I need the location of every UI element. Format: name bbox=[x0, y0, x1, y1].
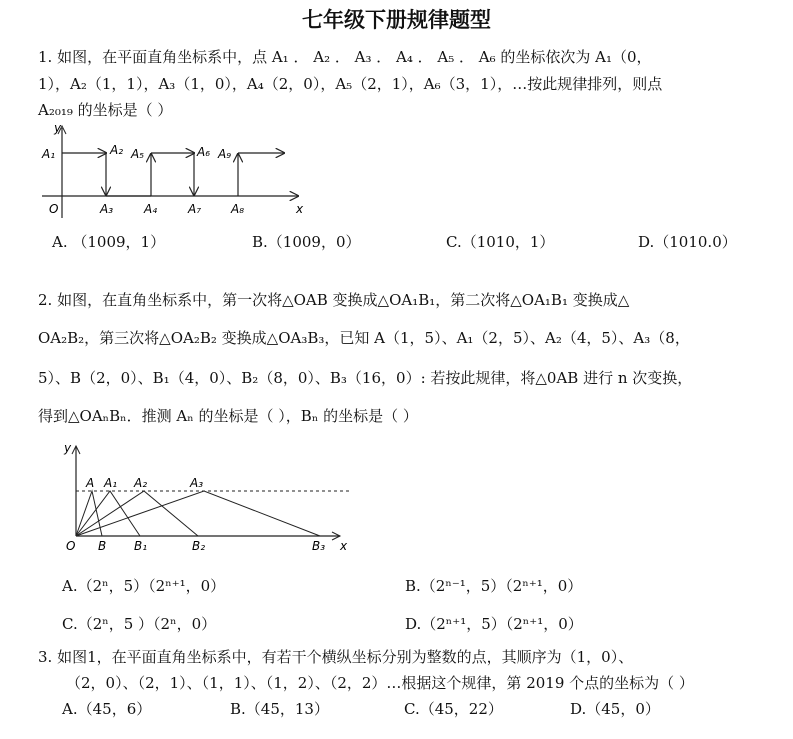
q2-label-b3: B₃ bbox=[312, 539, 326, 553]
q2-option-c: C.（2ⁿ，5 ）（2ⁿ，0） bbox=[62, 615, 217, 633]
q2-label-a3: A₃ bbox=[190, 476, 204, 490]
q2-line-1: 2. 如图，在直角坐标系中，第一次将△OAB 变换成△OA₁B₁，第二次将△OA₁B₁ 变换成△ bbox=[38, 291, 630, 309]
q1-label-y: y bbox=[54, 121, 62, 135]
q3-option-d: D.（45，0） bbox=[570, 700, 660, 718]
q2-triangle-oa3b3 bbox=[76, 491, 320, 536]
q2-figure bbox=[58, 440, 358, 558]
q3-option-b: B.（45，13） bbox=[230, 700, 329, 718]
q3-line-2: （2，0）、（2，1）、（1，1）、（1，2）、（2，2）…根据这个规律，第 2019 个点的坐标为（ ） bbox=[66, 674, 694, 692]
q2-label-y: y bbox=[64, 441, 72, 455]
q1-line-1: 1. 如图，在平面直角坐标系中，点 A₁ ． A₂ ． A₃ ． A₄ ． A₅ ． A₆ 的坐标依次为 A₁（0， bbox=[38, 48, 652, 66]
q1-label-a7: A₇ bbox=[188, 202, 202, 216]
q2-option-d: D.（2ⁿ⁺¹，5）（2ⁿ⁺¹，0） bbox=[405, 615, 583, 633]
q2-triangle-oab bbox=[76, 491, 102, 536]
q2-line-2: OA₂B₂，第三次将△OA₂B₂ 变换成△OA₃B₃，已知 A（1，5）、A₁（2，5）、A₂（4，5）、A₃（8， bbox=[38, 329, 690, 347]
q1-option-d: D.（1010.0） bbox=[638, 233, 737, 251]
q1-label-o: O bbox=[49, 202, 59, 216]
q1-line-3: A₂₀₁₉ 的坐标是（ ） bbox=[38, 101, 173, 119]
q1-label-a8: A₈ bbox=[231, 202, 245, 216]
q2-label-a2: A₂ bbox=[134, 476, 148, 490]
q2-option-a: A.（2ⁿ，5）（2ⁿ⁺¹，0） bbox=[62, 577, 226, 595]
q1-option-c: C.（1010，1） bbox=[446, 233, 555, 251]
q1-label-a4: A₄ bbox=[144, 202, 158, 216]
q1-label-a2: A₂ bbox=[110, 143, 124, 157]
q1-option-a: A. （1009，1） bbox=[52, 233, 166, 251]
q2-line-4: 得到△OAₙBₙ．推测 Aₙ 的坐标是（ ），Bₙ 的坐标是（ ） bbox=[38, 407, 418, 425]
q3-line-1: 3. 如图1，在平面直角坐标系中，有若干个横纵坐标分别为整数的点，其顺序为（1，0）、 bbox=[38, 648, 634, 666]
q1-figure bbox=[36, 120, 316, 220]
q2-label-o: O bbox=[66, 539, 76, 553]
q2-label-a1: A₁ bbox=[104, 476, 118, 490]
q1-label-a5: A₅ bbox=[131, 147, 145, 161]
q2-label-b2: B₂ bbox=[192, 539, 206, 553]
q3-option-a: A.（45，6） bbox=[62, 700, 152, 718]
q2-line-3: 5）、B（2，0）、B₁（4，0）、B₂（8，0）、B₃（16，0）: 若按此规律，将△0AB 进行 n 次变换， bbox=[38, 369, 693, 387]
q1-line-2: 1），A₂（1，1），A₃（1，0），A₄（2，0），A₅（2，1），A₆（3，1），…按此规律排列，则点 bbox=[38, 75, 663, 93]
q1-option-b: B.（1009，0） bbox=[252, 233, 361, 251]
q2-label-x: x bbox=[340, 539, 348, 553]
q2-label-a: A bbox=[86, 476, 95, 490]
q1-label-a6: A₆ bbox=[197, 145, 211, 159]
q3-option-c: C.（45，22） bbox=[404, 700, 503, 718]
page-title: 七年级下册规律题型 bbox=[302, 8, 491, 32]
q2-label-b1: B₁ bbox=[134, 539, 148, 553]
q2-label-b: B bbox=[98, 539, 107, 553]
q1-label-a1: A₁ bbox=[42, 147, 56, 161]
q1-label-x: x bbox=[296, 202, 304, 216]
q1-label-a9: A₉ bbox=[218, 147, 232, 161]
q2-option-b: B.（2ⁿ⁻¹，5）（2ⁿ⁺¹，0） bbox=[405, 577, 583, 595]
q1-label-a3: A₃ bbox=[100, 202, 114, 216]
